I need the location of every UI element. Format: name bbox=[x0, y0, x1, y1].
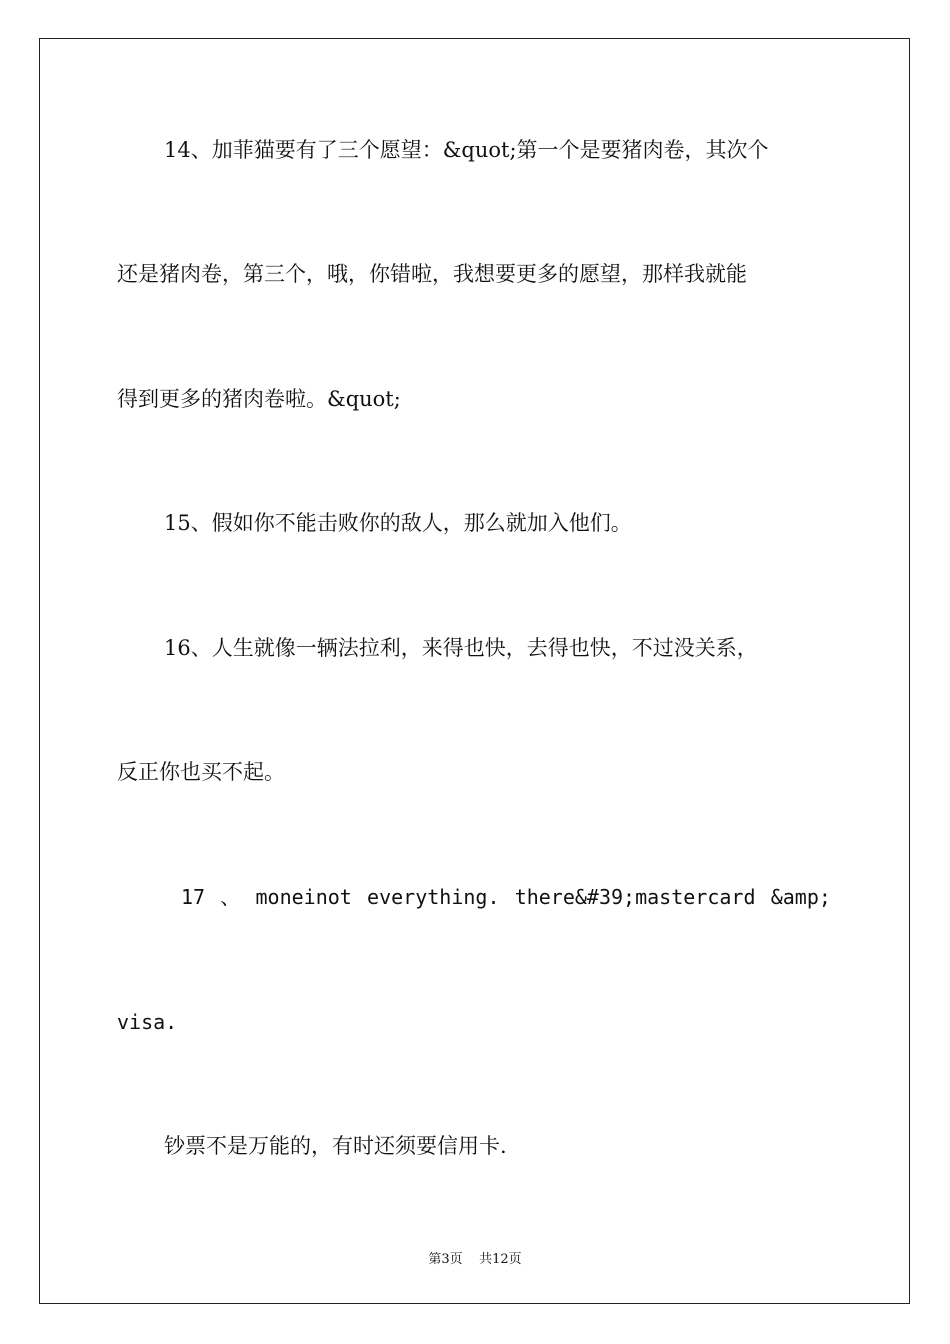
page-number: 第3页 bbox=[428, 1252, 463, 1267]
page-border bbox=[39, 38, 910, 1304]
p17-word: everything. bbox=[367, 885, 500, 909]
p17-word: there&#39;mastercard bbox=[514, 885, 756, 909]
p17-word: 、 bbox=[220, 885, 241, 909]
paragraph-17-line-2: visa. bbox=[117, 1010, 178, 1034]
p17-word: moneinot bbox=[255, 885, 352, 909]
paragraph-14-line-1: 14、加菲猫要有了三个愿望：&quot;第一个是要猪肉卷，其次个 bbox=[164, 138, 769, 162]
p17-word: 17 bbox=[181, 885, 206, 909]
paragraph-15-line-1: 15、假如你不能击败你的敌人，那么就加入他们。 bbox=[164, 511, 632, 535]
paragraph-17-line-1 bbox=[181, 884, 831, 910]
page-footer bbox=[0, 1248, 950, 1267]
paragraph-14-line-3: 得到更多的猪肉卷啦。&quot; bbox=[117, 387, 401, 411]
paragraph-16-line-2: 反正你也买不起。 bbox=[117, 760, 285, 784]
paragraph-16-line-1: 16、人生就像一辆法拉利，来得也快，去得也快，不过没关系， bbox=[164, 636, 758, 660]
p17-word: &amp; bbox=[770, 885, 831, 909]
total-pages: 共12页 bbox=[479, 1252, 522, 1267]
paragraph-17-translation: 钞票不是万能的，有时还须要信用卡. bbox=[164, 1134, 507, 1158]
paragraph-14-line-2: 还是猪肉卷，第三个，哦，你错啦，我想要更多的愿望，那样我就能 bbox=[117, 262, 747, 286]
